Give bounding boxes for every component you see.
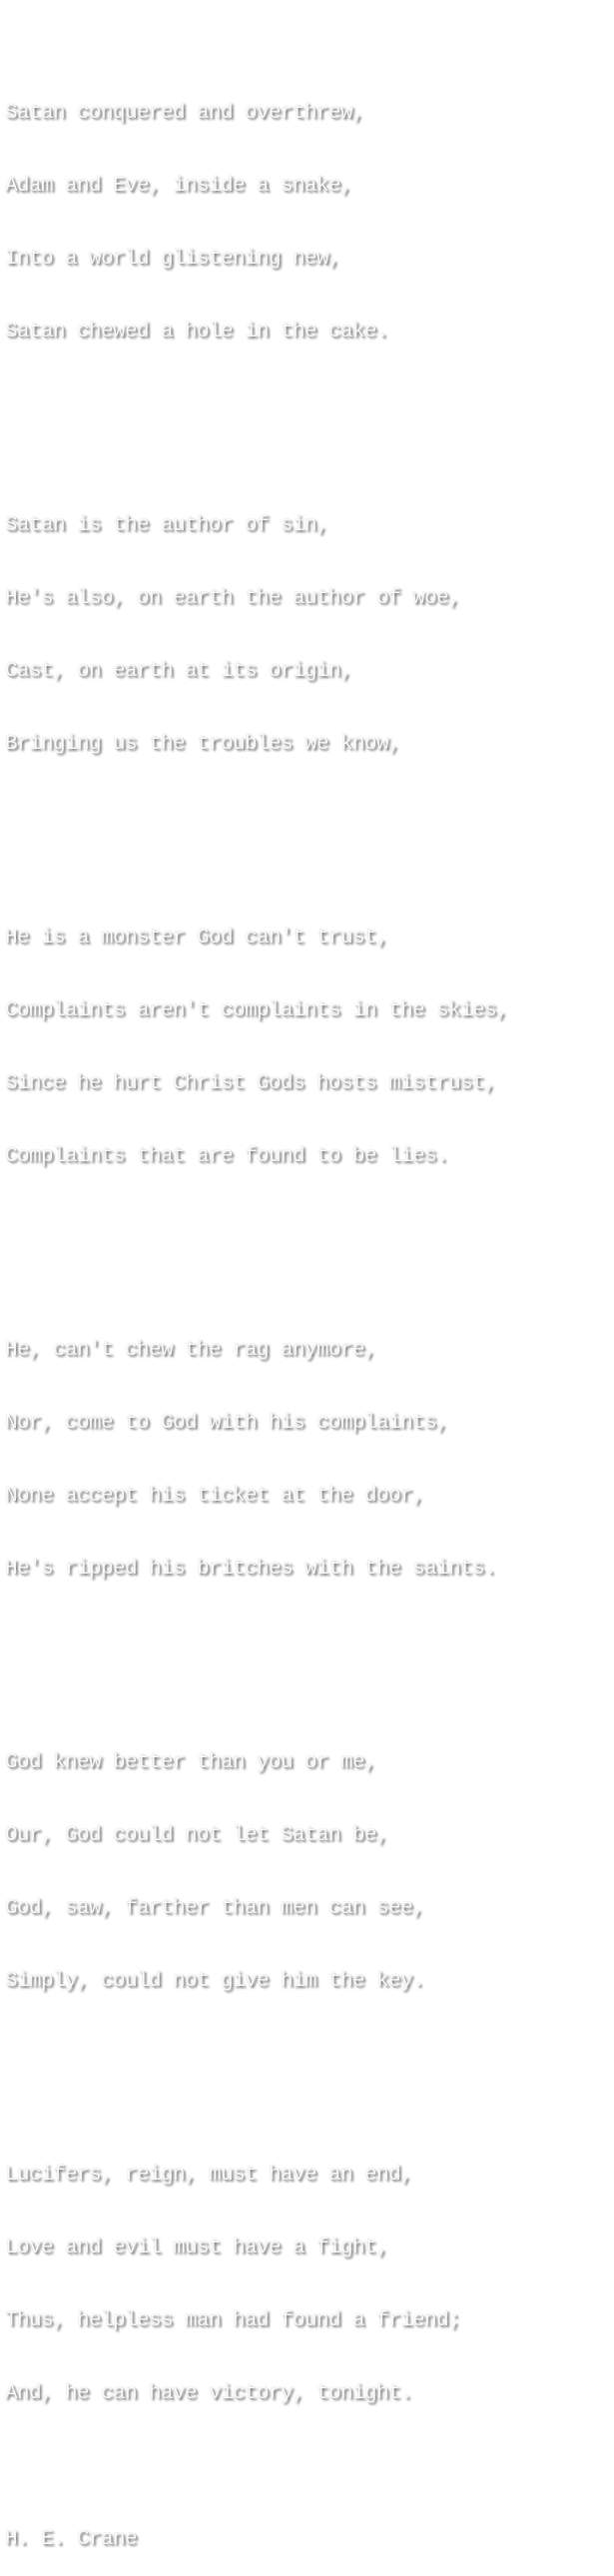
poem-line: Into a world glistening new, — [5, 247, 341, 271]
poem-line: Complaints aren't complaints in the skies, — [5, 999, 509, 1023]
poem-line: Thus, helpless man had found a friend; — [5, 2309, 461, 2333]
poem-line: Simply, could not give him the key. — [5, 1970, 425, 1994]
poem-line: Nor, come to God with his complaints, — [5, 1412, 449, 1436]
stanza-6 — [5, 2116, 609, 2455]
stanza-1 — [5, 54, 609, 393]
poem-line: None accept his ticket at the door, — [5, 1485, 425, 1509]
poem-line: He, can't chew the rag anymore, — [5, 1339, 377, 1363]
poem-line: Satan is the author of sin, — [5, 514, 329, 538]
poem-line: He is a monster God can't trust, — [5, 927, 389, 951]
poem-line: Love and evil must have a fight, — [5, 2237, 389, 2260]
poem-line: Bringing us the troubles we know, — [5, 732, 401, 756]
poem-line: Complaints that are found to be lies. — [5, 1144, 449, 1168]
poem-line: Our, God could not let Satan be, — [5, 1824, 389, 1848]
author-signature: H. E. Crane — [5, 2527, 138, 2551]
poem-line: Adam and Eve, inside a snake, — [5, 175, 353, 199]
poem-line: Since he hurt Christ Gods hosts mistrust, — [5, 1072, 497, 1096]
poem-line: He's also, on earth the author of woe, — [5, 587, 461, 611]
stanza-4 — [5, 1291, 609, 1630]
stanza-3 — [5, 879, 609, 1218]
poem-line: He's ripped his britches with the saints. — [5, 1558, 497, 1581]
poem-line: Lucifers, reign, must have an end, — [5, 2164, 413, 2188]
stanza-5 — [5, 1703, 609, 2043]
poem-line: Cast, on earth at its origin, — [5, 660, 353, 684]
poem-line: God knew better than you or me, — [5, 1751, 377, 1775]
poem — [5, 5, 609, 2576]
poem-line: Satan conquered and overthrew, — [5, 102, 365, 126]
stanza-2 — [5, 466, 609, 806]
poem-line: God, saw, farther than men can see, — [5, 1897, 425, 1921]
poem-line: Satan chewed a hole in the cake. — [5, 320, 389, 343]
poem-line: And, he can have victory, tonight. — [5, 2382, 413, 2406]
